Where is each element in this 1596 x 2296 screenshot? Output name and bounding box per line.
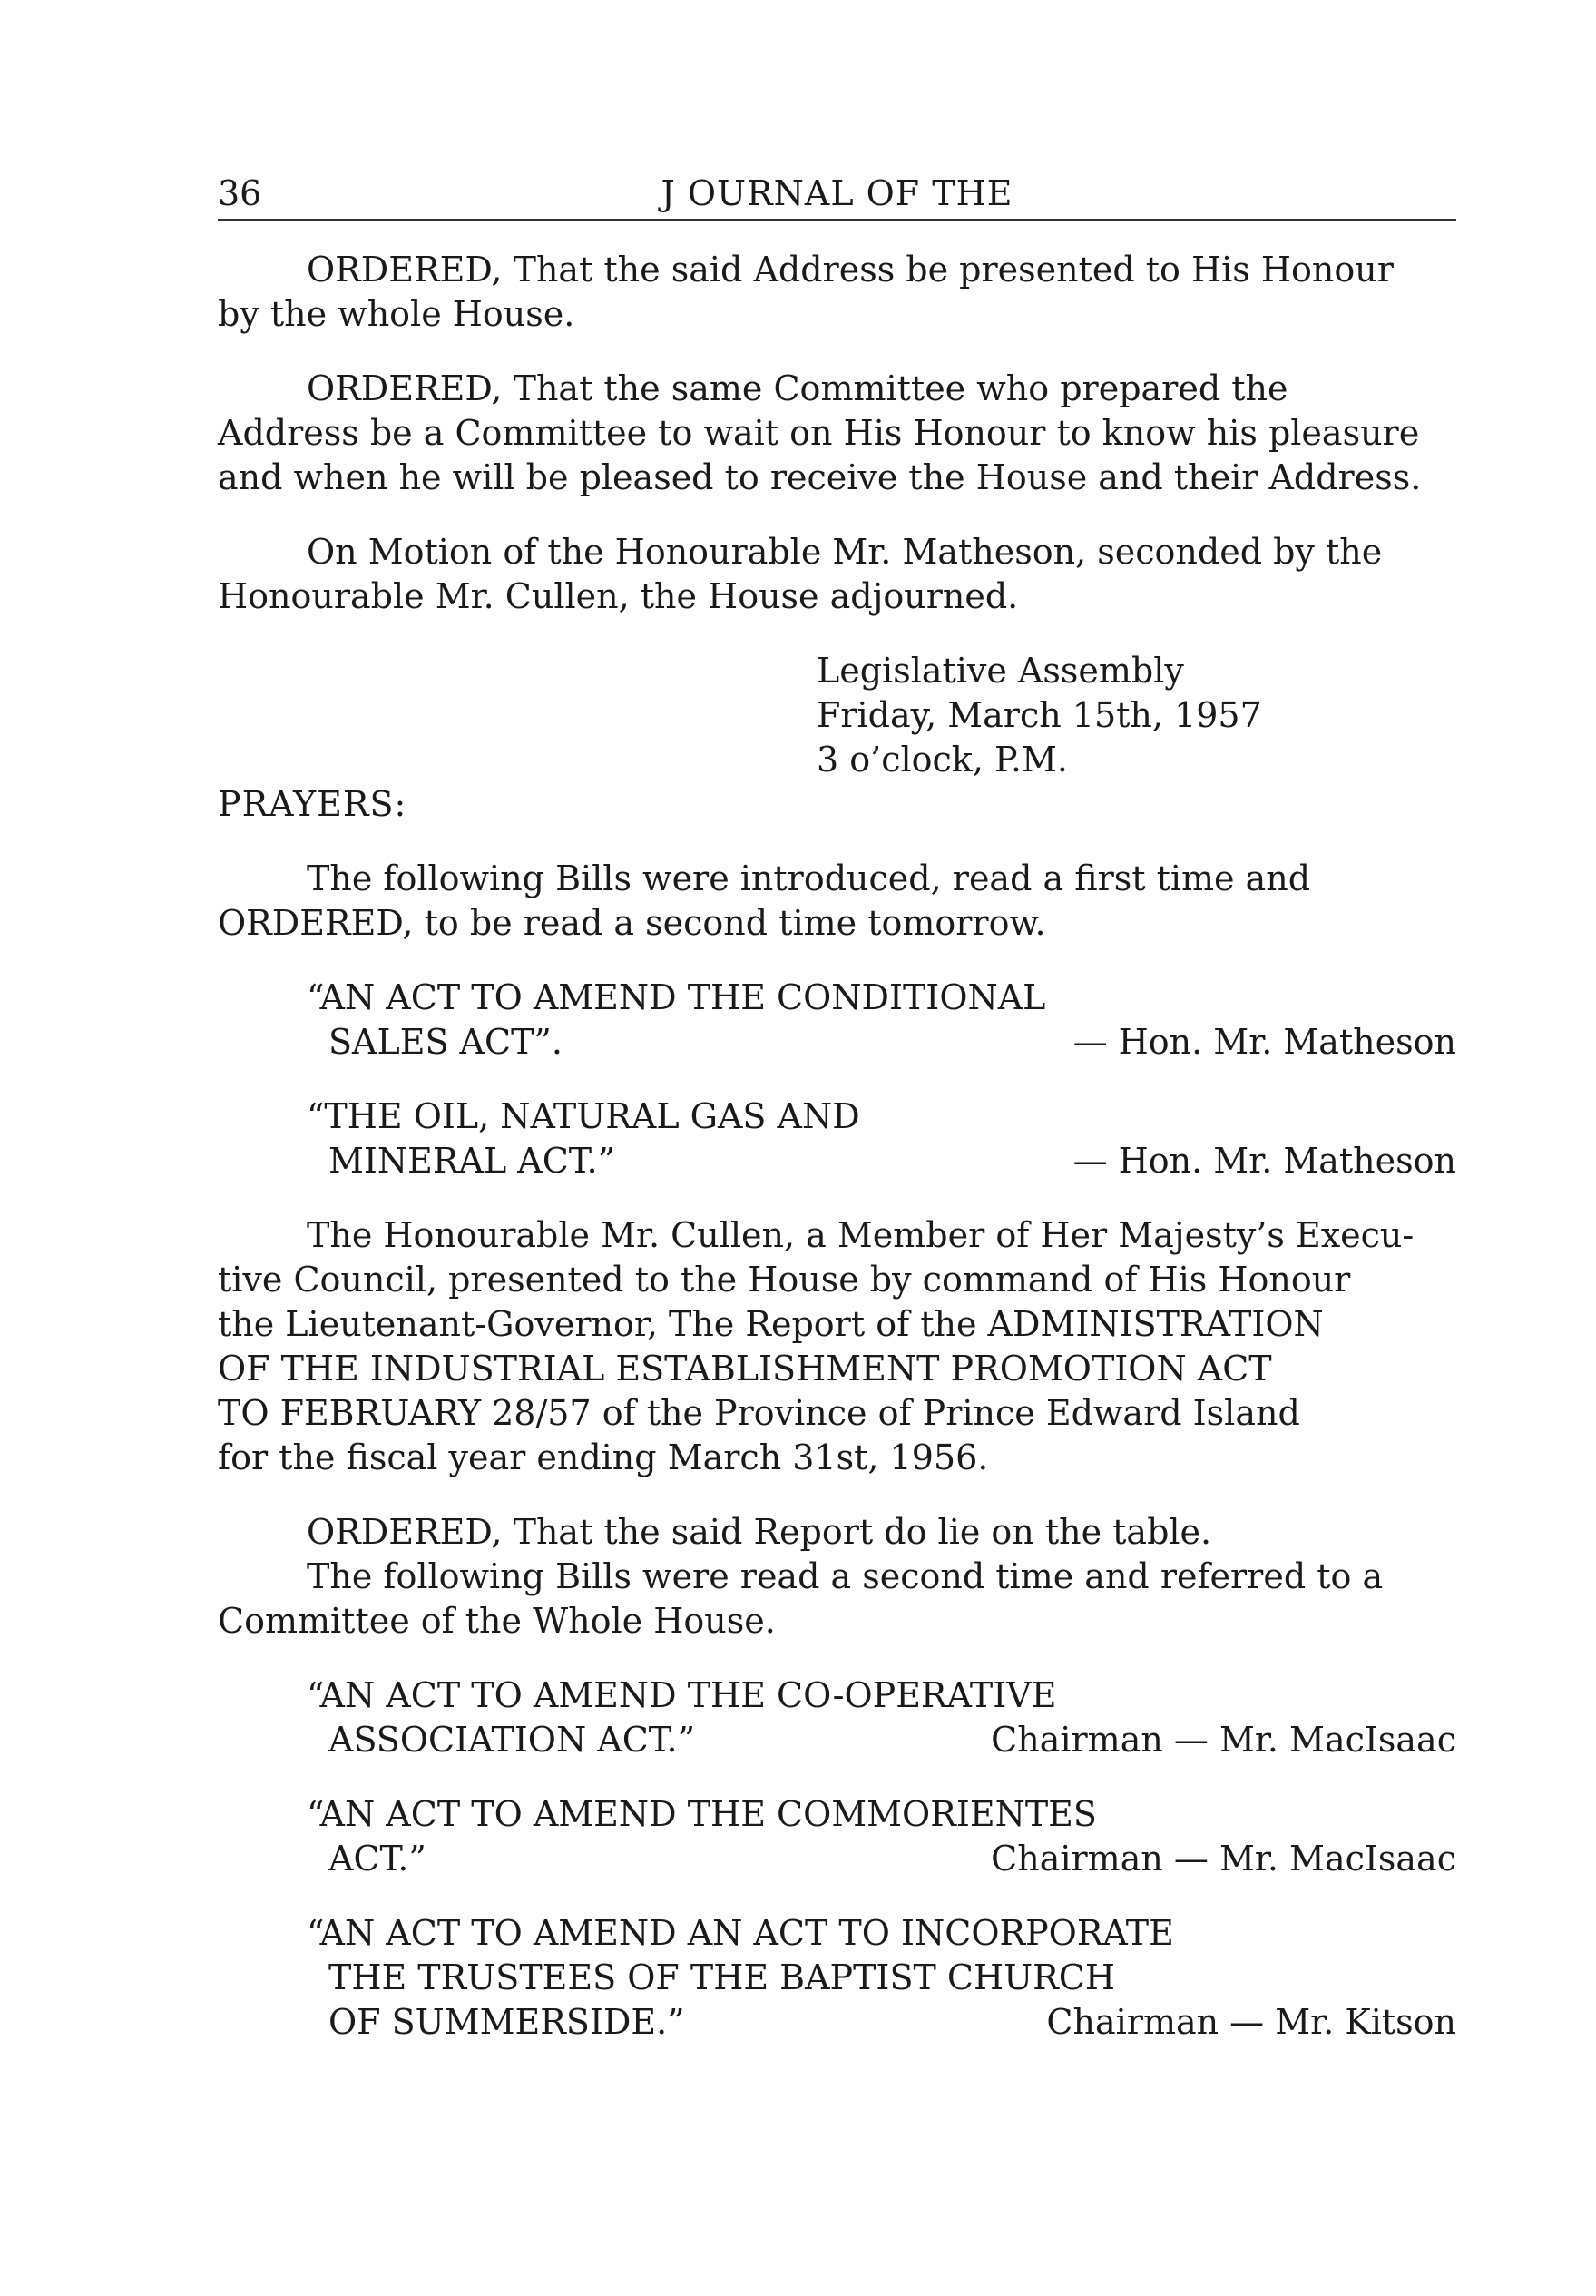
bill-entry <box>307 1094 1456 1183</box>
text-line: ORDERED, to be read a second time tomorrow. <box>218 903 1046 943</box>
text-line: and when he will be pleased to receive the House and their Address. <box>218 457 1422 497</box>
bill-title: “THE OIL, NATURAL GAS AND <box>307 1096 860 1136</box>
text-line: The Honourable Mr. Cullen, a Member of Her Majesty’s Execu- <box>307 1215 1415 1255</box>
sitting-body: Legislative Assembly <box>817 651 1184 691</box>
sitting-time: 3 o’clock, P.M. <box>817 740 1068 780</box>
bill-mover: — Hon. Mr. Matheson <box>1072 1022 1456 1062</box>
text-line: by the whole House. <box>218 294 575 334</box>
bill-title-continued: THE TRUSTEES OF THE BAPTIST CHURCH <box>328 1957 1115 1997</box>
page-number: 36 <box>218 173 262 213</box>
text-line: ORDERED, That the same Committee who prepared the <box>307 368 1288 408</box>
bill-chairman: Chairman — Mr. MacIsaac <box>991 1839 1456 1879</box>
bill-title: “AN ACT TO AMEND THE CONDITIONAL <box>307 977 1046 1017</box>
bill-entry <box>307 1673 1456 1762</box>
bill-chairman: Chairman — Mr. Kitson <box>1046 2002 1456 2042</box>
report-presentation <box>218 1213 1456 1480</box>
first-reading-intro <box>218 857 1456 946</box>
text-line: tive Council, presented to the House by command of His Honour <box>218 1260 1351 1300</box>
address-presentation-order <box>218 248 1456 337</box>
text-line: Address be a Committee to wait on His Honour to know his pleasure <box>218 413 1420 453</box>
text-line: The following Bills were introduced, read a first time and <box>307 859 1311 898</box>
bill-title-continued: OF SUMMERSIDE.” <box>328 2002 685 2042</box>
text-line: OF THE INDUSTRIAL ESTABLISHMENT PROMOTION ACT <box>218 1349 1272 1388</box>
text-line: Honourable Mr. Cullen, the House adjourned. <box>218 576 1019 616</box>
sitting-heading <box>817 649 1456 782</box>
text-line: The following Bills were read a second time and referred to a <box>307 1556 1384 1596</box>
adjournment-motion <box>218 530 1456 619</box>
second-reading-intro <box>218 1555 1456 1644</box>
journal-page <box>218 168 1456 2045</box>
committee-order <box>218 367 1456 500</box>
text-line: ORDERED, That the said Address be presented to His Honour <box>307 250 1394 289</box>
bill-entry <box>307 1911 1456 2045</box>
text-line: for the fiscal year ending March 31st, 1956. <box>218 1437 989 1477</box>
bill-title: “AN ACT TO AMEND THE CO-OPERATIVE <box>307 1675 1057 1715</box>
bill-title-continued: MINERAL ACT.” <box>328 1141 616 1181</box>
bill-entry <box>307 976 1456 1065</box>
text-line: the Lieutenant-Governor, The Report of the ADMINISTRATION <box>218 1304 1324 1344</box>
running-title: J OURNAL OF THE <box>661 173 1013 213</box>
text-line: On Motion of the Honourable Mr. Matheson, seconded by the <box>307 532 1383 572</box>
bill-title-continued: ASSOCIATION ACT.” <box>328 1720 696 1760</box>
bill-chairman: Chairman — Mr. MacIsaac <box>991 1720 1456 1760</box>
sitting-date: Friday, March 15th, 1957 <box>817 695 1262 735</box>
bill-title-continued: SALES ACT”. <box>328 1022 563 1062</box>
bill-mover: — Hon. Mr. Matheson <box>1072 1141 1456 1181</box>
bill-entry <box>307 1792 1456 1881</box>
prayers-heading: PRAYERS: <box>218 784 407 824</box>
text-line: ORDERED, That the said Report do lie on the table. <box>307 1512 1212 1552</box>
text-line: TO FEBRUARY 28/57 of the Province of Prince Edward Island <box>218 1393 1300 1433</box>
page-header <box>218 168 1456 221</box>
bill-title: “AN ACT TO AMEND AN ACT TO INCORPORATE <box>307 1913 1174 1953</box>
bill-title-continued: ACT.” <box>328 1839 426 1879</box>
report-order <box>218 1510 1456 1555</box>
bill-title: “AN ACT TO AMEND THE COMMORIENTES <box>307 1794 1097 1834</box>
text-line: Committee of the Whole House. <box>218 1601 776 1641</box>
